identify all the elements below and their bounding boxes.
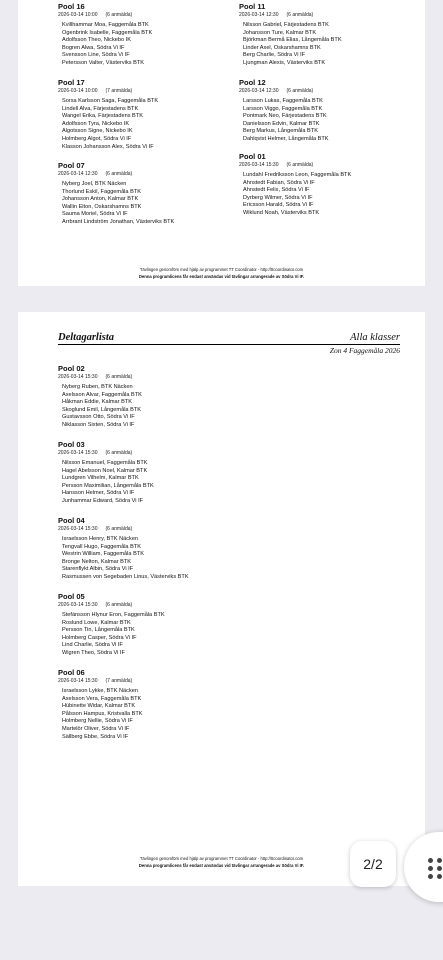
player-entry: Skoglund Emil, Långemåla BTK <box>62 406 141 413</box>
pool-meta <box>239 87 329 95</box>
pool-title: Pool 05 <box>58 592 85 601</box>
pool-date: 2026-03-14 15:30 <box>58 678 98 684</box>
player-entry: Westrin William, Faggemåla BTK <box>62 551 144 558</box>
player-entry: Bronge Nelton, Kalmar BTK <box>62 558 132 565</box>
player-entry: Nyberg Ruben, BTK Näcken <box>62 384 133 390</box>
player-entry: Wigren Theo, Södra Vi IF <box>62 649 125 656</box>
footer-software-note: Tävlingen genomförs med hjälp av programmet TT Coordinator - http://ttcoordinator.com <box>139 856 304 861</box>
player-entry: Ahnstedt Fabian, Södra Vi IF <box>243 179 315 186</box>
player-entry: Kvillhammar Moa, Faggemåla BTK <box>62 22 149 28</box>
player-list <box>62 536 189 582</box>
document-title: Deltagarlista <box>58 332 115 343</box>
pool-date: 2026-03-14 15:30 <box>58 526 98 532</box>
pool-date: 2026-03-14 15:30 <box>239 162 279 168</box>
pool-entry-count: (6 anmälda) <box>105 526 133 532</box>
player-list <box>62 612 165 658</box>
pool-title: Pool 07 <box>58 161 85 170</box>
pool-block <box>239 78 329 144</box>
pool-entry-count: (6 anmälda) <box>105 171 133 177</box>
pool-block <box>58 2 152 68</box>
pool-meta <box>58 170 174 178</box>
player-entry: Holmberg Casper, Södra Vi IF <box>62 634 137 641</box>
pool-date: 2026-03-14 15:30 <box>58 374 98 380</box>
pool-meta <box>58 449 154 457</box>
pool-meta <box>58 601 165 609</box>
document-page-1 <box>18 0 425 286</box>
pool-title: Pool 03 <box>58 440 85 449</box>
player-entry: Nilsson Emanuel, Faggemåla BTK <box>62 460 148 466</box>
player-entry: Tengvall Hugo, Faggemåla BTK <box>62 543 141 550</box>
pool-date: 2026-03-14 10:00 <box>58 88 98 94</box>
player-entry: Holmberg Nellie, Södra Vi IF <box>62 718 133 725</box>
grid-dots-icon <box>428 858 443 878</box>
player-entry: Berg Charlie, Södra Vi IF <box>243 52 306 59</box>
player-list <box>62 22 152 68</box>
pool-block <box>239 152 351 218</box>
player-entry: Ogenbrink Isabelle, Faggemåla BTK <box>62 29 153 36</box>
player-list <box>62 688 143 741</box>
pool-block <box>58 364 142 430</box>
page-footer <box>18 267 425 280</box>
pool-block <box>239 2 342 68</box>
footer-software-note: Tävlingen genomförs med hjälp av programmet TT Coordinator - http://ttcoordinator.com <box>139 267 304 272</box>
player-list <box>62 98 158 151</box>
header-divider <box>58 344 400 345</box>
player-entry: Adolfsson Tyra, Nickebo IK <box>62 120 130 127</box>
pool-entry-count: (6 anmälda) <box>105 602 133 608</box>
player-entry: Wiklund Noah, Västerviks BTK <box>243 209 320 216</box>
player-entry: Håkman Eddie, Kalmar BTK <box>62 399 132 406</box>
player-entry: Persson Tin, Långemåla BTK <box>62 627 135 634</box>
player-entry: Israelsson Lykke, BTK Näcken <box>62 688 138 694</box>
player-entry: Danielsson Edvin, Kalmar BTK <box>243 120 320 127</box>
player-entry: Axelsson Vera, Faggemåla BTK <box>62 695 142 702</box>
player-entry: Lundahl Fredriksson Leon, Faggemåla BTK <box>243 172 352 178</box>
pool-date: 2026-03-14 12:30 <box>239 12 279 18</box>
player-entry: Linder Axel, Oskarshamns BTK <box>243 44 321 51</box>
player-entry: Sauma Moriel, Södra Vi IF <box>62 211 128 218</box>
player-entry: Pontmark Neo, Färjestadens BTK <box>243 113 327 120</box>
player-entry: Johansson Ture, Kalmar BTK <box>243 29 317 36</box>
document-page-2 <box>18 312 425 886</box>
player-entry: Petersson Valter, Västerviks BTK <box>62 59 144 66</box>
player-entry: Berg Markus, Långemåla BTK <box>243 128 318 135</box>
player-entry: Larsson Lukas, Faggemåla BTK <box>243 98 323 104</box>
footer-license-note: Denna programlicens får endast användas vid tävlingar arrangerade av Södra Vi IF. <box>138 273 305 279</box>
player-entry: Arrbrant Lindström Jonathan, Västerviks BTK <box>62 218 175 225</box>
pool-date: 2026-03-14 15:30 <box>58 602 98 608</box>
player-entry: Holmberg Algot, Södra Vi IF <box>62 135 132 142</box>
pool-title: Pool 16 <box>58 2 85 11</box>
pool-date: 2026-03-14 12:30 <box>239 88 279 94</box>
player-entry: Ahnstedt Felix, Södra Vi IF <box>243 187 310 194</box>
pool-entry-count: (6 anmälda) <box>286 162 314 168</box>
pool-block <box>58 78 158 151</box>
pool-title: Pool 11 <box>239 2 266 11</box>
pool-block <box>58 516 189 582</box>
player-list <box>62 181 174 227</box>
pool-title: Pool 17 <box>58 78 85 87</box>
pool-date: 2026-03-14 12:30 <box>58 171 98 177</box>
pool-meta <box>58 87 158 95</box>
pool-meta <box>58 677 143 685</box>
player-entry: Wallin Elton, Oskarshamns BTK <box>62 203 142 210</box>
pool-block <box>58 161 174 227</box>
player-list <box>62 460 154 506</box>
player-entry: Dahlqvist Helmer, Långemåla BTK <box>243 135 329 142</box>
page-indicator[interactable]: 2/2 <box>350 841 396 887</box>
pool-entry-count: (6 anmälda) <box>105 450 133 456</box>
player-entry: Roslund Lowe, Kalmar BTK <box>62 619 131 626</box>
pool-entry-count: (6 anmälda) <box>286 88 314 94</box>
player-entry: Stefánsson Hlynur Eron, Faggemåla BTK <box>62 612 165 618</box>
pool-meta <box>239 161 351 169</box>
player-list <box>62 384 142 430</box>
pool-date: 2026-03-14 10:00 <box>58 12 98 18</box>
player-entry: Johansson Anton, Kalmar BTK <box>62 196 139 203</box>
player-entry: Axelsson Alvar, Faggemåla BTK <box>62 391 142 398</box>
pool-block <box>58 592 165 658</box>
player-entry: Pålsson Hampus, Kristvalla BTK <box>62 710 143 717</box>
player-entry: Bogren Alwa, Södra Vi IF <box>62 44 125 51</box>
player-entry: Persson Maximilian, Långemåla BTK <box>62 482 154 489</box>
pool-title: Pool 04 <box>58 516 85 525</box>
player-entry: Svensson Line, Södra Vi IF <box>62 52 130 59</box>
player-list <box>243 98 329 144</box>
player-entry: Junhammar Edward, Södra Vi IF <box>62 497 144 504</box>
player-entry: Gustavsson Otto, Södra Vi IF <box>62 414 135 421</box>
player-entry: Hansson Helmer, Södra Vi IF <box>62 490 135 497</box>
player-entry: Martelör Oliver, Södra Vi IF <box>62 725 130 732</box>
player-entry: Israelsson Henry, BTK Näcken <box>62 536 139 542</box>
player-entry: Starenflykt Albin, Södra Vi IF <box>62 566 134 573</box>
pool-meta <box>58 525 189 533</box>
player-entry: Dyrberg Wilmer, Södra Vi IF <box>243 194 313 201</box>
player-entry: Lindell Alva, Färjestadens BTK <box>62 105 139 112</box>
player-entry: Ericsson Harald, Södra Vi IF <box>243 202 314 209</box>
pool-date: 2026-03-14 15:30 <box>58 450 98 456</box>
pool-entry-count: (7 anmälda) <box>105 678 133 684</box>
player-entry: Nyberg Joel, BTK Näcken <box>62 181 127 187</box>
player-entry: Sällberg Ebbe, Södra Vi IF <box>62 733 129 740</box>
pool-entry-count: (6 anmälda) <box>105 374 133 380</box>
pool-entry-count: (6 anmälda) <box>286 12 314 18</box>
player-entry: Algotsson Signe, Nickebo IK <box>62 128 133 135</box>
pool-entry-count: (6 anmälda) <box>105 12 133 18</box>
pool-meta <box>58 373 142 381</box>
player-entry: Nilsson Gabriel, Färjestadens BTK <box>243 22 329 28</box>
player-entry: Lind Charlie, Södra Vi IF <box>62 642 123 649</box>
player-list <box>243 172 351 218</box>
player-list <box>243 22 342 68</box>
player-entry: Sorsa Karlsson Saga, Faggemåla BTK <box>62 98 159 104</box>
pool-block <box>58 440 154 506</box>
class-label: Alla klasser <box>350 332 400 343</box>
pool-title: Pool 12 <box>239 78 266 87</box>
player-entry: Wangel Erika, Färjestadens BTK <box>62 113 143 120</box>
player-entry: Lundgren Vilhelm, Kalmar BTK <box>62 475 139 482</box>
competition-zone: Zon 4 Faggemåla 2026 <box>329 346 400 355</box>
player-entry: Hübinette Widar, Kalmar BTK <box>62 703 136 710</box>
player-entry: Adolfsson Theo, Nickebo IK <box>62 37 131 44</box>
player-entry: Niklasson Sixten, Södra Vi IF <box>62 421 135 428</box>
player-entry: Thorlund Eskil, Faggemåla BTK <box>62 188 141 195</box>
pool-entry-count: (7 anmälda) <box>105 88 133 94</box>
player-entry: Rasmussen von Segebaden Linus, Västerviks BTK <box>62 573 189 580</box>
player-entry: Ljungman Alexis, Västerviks BTK <box>243 59 326 66</box>
pool-title: Pool 01 <box>239 152 266 161</box>
player-entry: Larsson Viggo, Faggemåla BTK <box>243 105 323 112</box>
pool-meta <box>58 11 152 19</box>
pool-meta <box>239 11 342 19</box>
player-entry: Björkman Bermå Elias, Långemåla BTK <box>243 37 342 44</box>
pool-block <box>58 668 143 741</box>
pool-title: Pool 06 <box>58 668 85 677</box>
footer-license-note: Denna programlicens får endast användas vid tävlingar arrangerade av Södra Vi IF. <box>138 862 305 868</box>
player-entry: Klasson Johansson Alex, Södra Vi IF <box>62 143 154 150</box>
pool-title: Pool 02 <box>58 364 85 373</box>
player-entry: Hagel Abelsson Noel, Kalmar BTK <box>62 467 148 474</box>
